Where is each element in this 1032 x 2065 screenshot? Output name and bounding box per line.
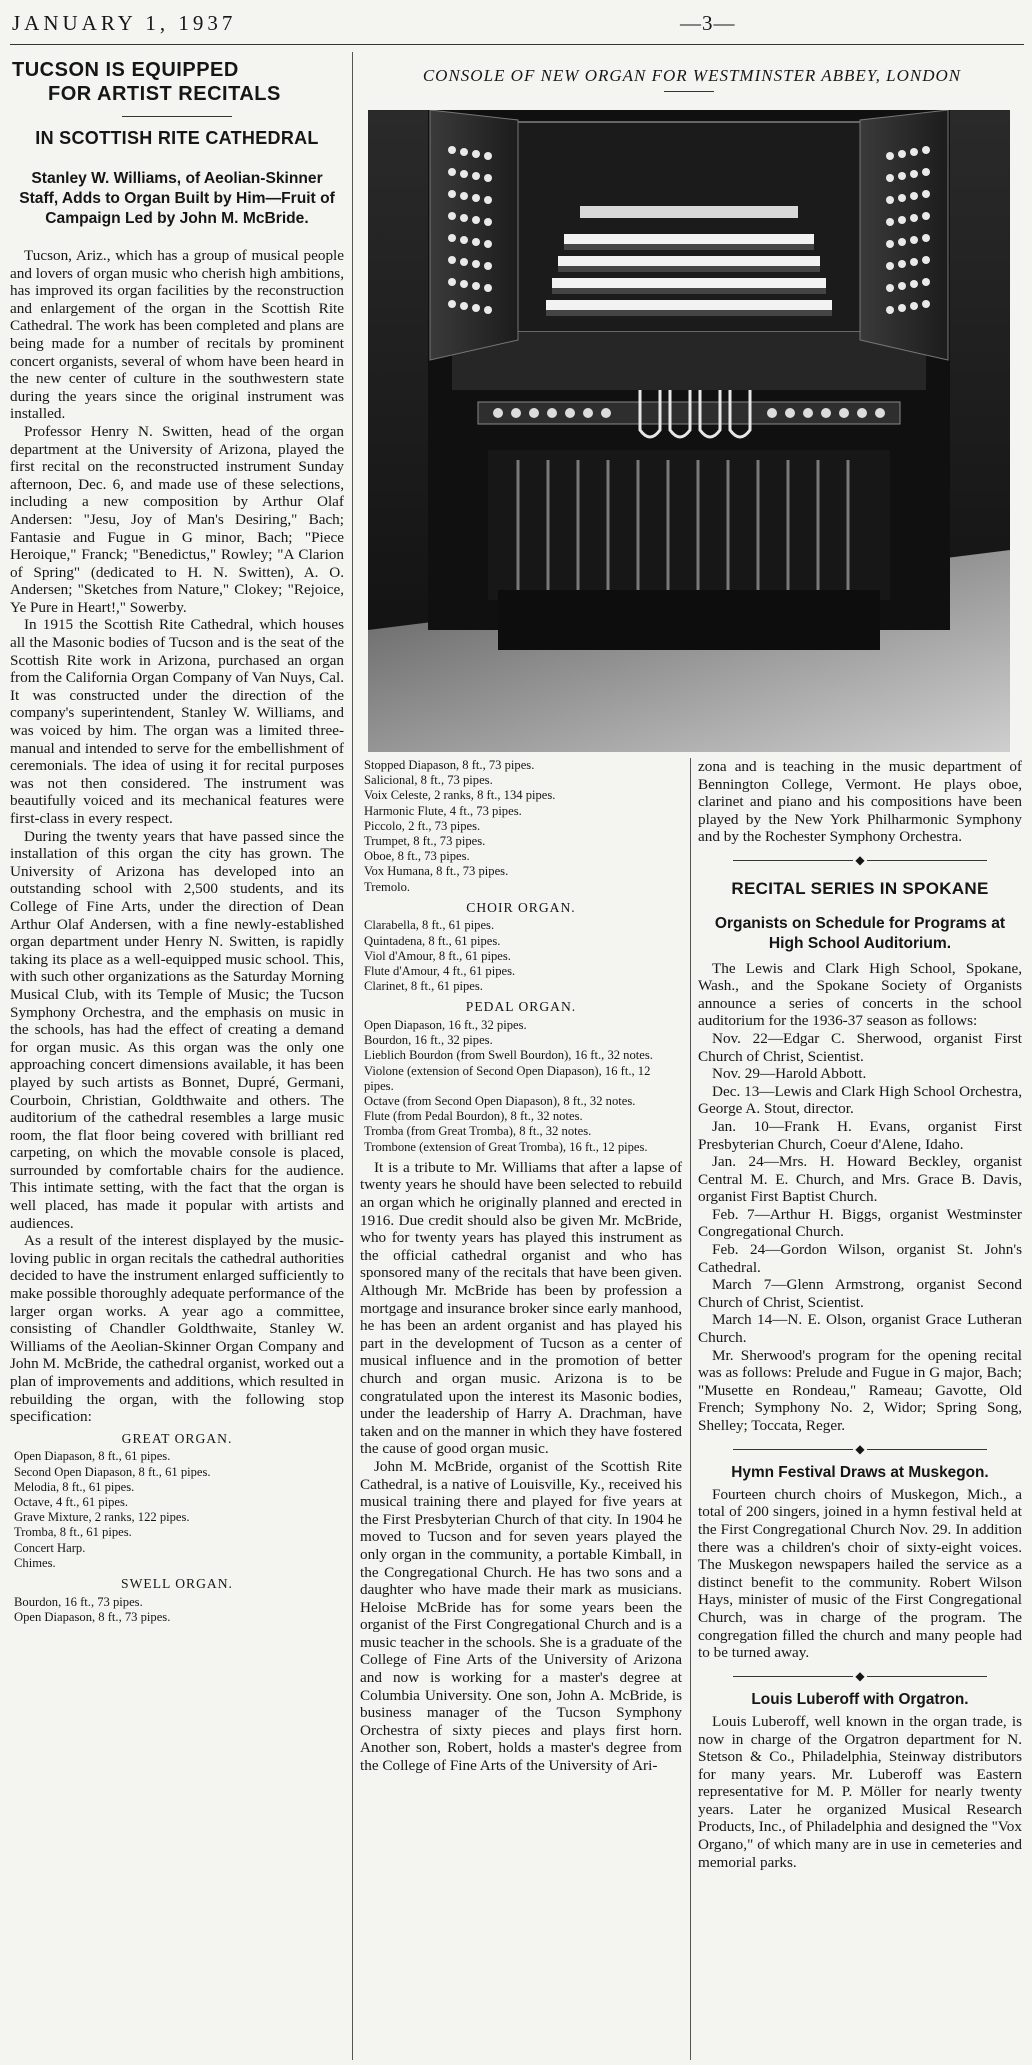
spec-line: Lieblich Bourdon (from Swell Bourdon), 16 ft., 32 notes. [364, 1048, 653, 1063]
caption-rule [664, 91, 714, 92]
muskegon-headline: Hymn Festival Draws at Muskegon. [731, 1464, 989, 1482]
spokane-paragraph: Jan. 24—Mrs. H. Howard Beckley, organist Central M. E. Church, and Mrs. Grace B. Davis, organist First Baptist Church. [698, 1153, 1022, 1206]
spec-line: Quintadena, 8 ft., 61 pipes. [364, 933, 501, 948]
spec-line: Flute d'Amour, 4 ft., 61 pipes. [364, 964, 516, 979]
column-3 [698, 758, 1022, 1871]
spec-list-choir [360, 918, 682, 994]
headline-divider [122, 116, 232, 117]
spec-line: Piccolo, 2 ft., 73 pipes. [364, 818, 481, 833]
spokane-paragraph: Feb. 7—Arthur H. Biggs, organist Westminster Congregational Church. [698, 1205, 1022, 1241]
luberoff-paragraph: Louis Luberoff, well known in the organ trade, is now in charge of the Orgatron department for N. Stetson & Co., Philadelphia, Steinway distributors for many years. Mr. Luberoff was Eastern representative for M. P. Möller for nearly twenty years. Later he organized Musical Research Products, Inc., of Philadelphia and designed the "Vox Organo," of which many are in use in cemeteries and memorial parks. [698, 1712, 1022, 1871]
spec-heading-great: GREAT ORGAN. [121, 1430, 233, 1446]
article-paragraph-continued: zona and is teaching in the music department of Bennington College, Vermont. He plays oboe, clarinet and piano and his compositions have been played by the New York Philharmonic Symphony and by the Rochester Symphony Orchestra. [698, 758, 1022, 846]
spec-list-pedal [360, 1018, 682, 1155]
spokane-headline: RECITAL SERIES IN SPOKANE [731, 878, 989, 898]
spec-line: Chimes. [14, 1555, 56, 1570]
article-paragraph: It is a tribute to Mr. Williams that after a lapse of twenty years he should have been selected to rebuild an organ which he originally planned and erected in 1916. Due credit should also be given Mr. McBride, who for twenty years has played this instrument as the official cathedral organist and who has sponsored many of the recitals that have been given. Although Mr. McBride has been by profession a mortgage and insurance broker since early manhood, he has been an ardent organist and has played his part in the development of Tucson as a center of musical influence and in the promotion of better church and organ music. Arizona is to be congratulated upon the interest its Masonic bodies, under the leadership of Harry A. Drachman, have taken and on the manner in which they have fostered the cause of good organ music. [360, 1158, 682, 1458]
page-number: —3— [680, 10, 736, 35]
spec-line: Clarinet, 8 ft., 61 pipes. [364, 979, 483, 994]
spec-line: Salicional, 8 ft., 73 pipes. [364, 773, 493, 788]
spec-list-great [10, 1449, 344, 1571]
spokane-paragraph: March 14—N. E. Olson, organist Grace Lutheran Church. [698, 1311, 1022, 1347]
spec-line: Grave Mixture, 2 ranks, 122 pipes. [14, 1510, 190, 1525]
spec-line: Tromba, 8 ft., 61 pipes. [14, 1525, 132, 1540]
spec-line: Vox Humana, 8 ft., 73 pipes. [364, 864, 509, 879]
masthead [12, 8, 1022, 38]
spec-line: Bourdon, 16 ft., 32 pipes. [364, 1033, 493, 1048]
spec-list-swell-part-2 [360, 758, 682, 895]
spec-line: Flute (from Pedal Bourdon), 8 ft., 32 notes. [364, 1109, 583, 1124]
spec-heading-pedal: PEDAL ORGAN. [465, 999, 577, 1015]
article-paragraph: In 1915 the Scottish Rite Cathedral, which houses all the Masonic bodies of Tucson and is the seat of the Scottish Rite work in Arizona, purchased an organ from the California Organ Company of Van Nuys, Cal. It was constructed under the direction of the company's superintendent, Stanley W. Williams, and was voiced by him. The organ was a limited three-manual and intended to serve for the embellishment of ceremonials. The idea of using it for recital purposes was not then considered. The instrument was beautifully voiced and its mechanical features were first-class in every respect. [10, 616, 344, 827]
spec-line: Concert Harp. [14, 1540, 86, 1555]
spec-line: Trombone (extension of Great Tromba), 16 ft., 12 pipes. [364, 1139, 648, 1154]
photo-caption: CONSOLE OF NEW ORGAN FOR WESTMINSTER ABBEY, LONDON [422, 66, 962, 85]
column-rule-2 [690, 758, 691, 2060]
spokane-deck: Organists on Schedule for Programs at High School Auditorium. [714, 914, 1006, 952]
spec-line: Oboe, 8 ft., 73 pipes. [364, 849, 470, 864]
article-subhead: IN SCOTTISH RITE CATHEDRAL [35, 128, 319, 148]
spokane-paragraph: March 7—Glenn Armstrong, organist Second Church of Christ, Scientist. [698, 1276, 1022, 1311]
spec-line: Trumpet, 8 ft., 73 pipes. [364, 834, 486, 849]
article-paragraph: Professor Henry N. Switten, head of the organ department at the University of Arizona, played the first recital on the reconstructed instrument Sunday afternoon, Dec. 6, and made use of these selections, including a new composition by Arthur Olaf Andersen: "Jesu, Joy of Man's Desiring," Bach; Fantasie and Fugue in G minor, Bach; "Piece Heroique," Franck; "Benedictus," Rowley; "A Clarion of Spring" (dedicated to H. N. Switten), A. O. Andersen; "Sketches from Nature," Clokey; "Rejoice, Ye Pure in Heart!," Sowerby. [10, 422, 344, 616]
organ-console-illustration [368, 110, 1010, 752]
spec-line: Octave (from Second Open Diapason), 8 ft., 32 notes. [364, 1094, 636, 1109]
spec-line: Voix Celeste, 2 ranks, 8 ft., 134 pipes. [364, 788, 556, 803]
muskegon-paragraph: Fourteen church choirs of Muskegon, Mich., a total of 200 singers, joined in a hymn festival held at the First Congregational Church Nov. 29. In addition there was a children's choir of sixty-eight voices. The Muskegon newspapers hailed the service as a distinct benefit to the community. Robert Wilson Hays, minister of music of the First Congregational Church, was in charge of the program. The congregation filled the church and many people had to be turned away. [698, 1485, 1022, 1662]
luberoff-headline: Louis Luberoff with Orgatron. [751, 1691, 969, 1709]
spec-heading-swell: SWELL ORGAN. [121, 1576, 233, 1591]
article-deck: Stanley W. Williams, of Aeolian-Skinner Staff, Adds to Organ Built by Him—Fruit of Campaign Led by John M. McBride. [19, 170, 335, 227]
spokane-paragraph: Feb. 24—Gordon Wilson, organist St. John's Cathedral. [698, 1241, 1022, 1276]
spec-line: Open Diapason, 8 ft., 61 pipes. [14, 1449, 171, 1464]
spec-heading-choir: CHOIR ORGAN. [466, 899, 576, 915]
spec-line: Stopped Diapason, 8 ft., 73 pipes. [364, 758, 535, 772]
spec-line: Second Open Diapason, 8 ft., 61 pipes. [14, 1464, 211, 1479]
spec-line: Open Diapason, 16 ft., 32 pipes. [364, 1018, 527, 1033]
spokane-paragraph: Nov. 22—Edgar C. Sherwood, organist First Church of Christ, Scientist. [698, 1029, 1022, 1065]
spec-list-swell-part-1 [10, 1595, 344, 1625]
section-ornament: ◆ [698, 1668, 1022, 1686]
column-1 [10, 58, 344, 1625]
spec-line: Octave, 4 ft., 61 pipes. [14, 1494, 129, 1509]
spec-line: Clarabella, 8 ft., 61 pipes. [364, 918, 495, 933]
spec-line: Melodia, 8 ft., 61 pipes. [14, 1479, 135, 1494]
spec-line: Harmonic Flute, 4 ft., 73 pipes. [364, 803, 522, 818]
article-headline-line-2: FOR ARTIST RECITALS [48, 83, 281, 105]
spokane-paragraph: The Lewis and Clark High School, Spokane, Wash., and the Spokane Society of Organists announce a series of concerts in the school auditorium for the 1936-37 season as follows: [698, 959, 1022, 1030]
article-paragraph: John M. McBride, organist of the Scottish Rite Cathedral, is a native of Louisville, Ky., received his musical training there and played for five years at the First Presbyterian Church of that city. In 1904 he moved to Tucson and for seven years played the only organ in the community, a portable Kimball, in the Congregational Church. He has two sons and a daughter who have made their mark as musicians. Heloise McBride has for some years been the organist of the First Congregational Church and is a music teacher in the schools. She is a graduate of the College of Fine Arts of the University of Arizona and now is working for a master's degree at Columbia University. One son, John A. McBride, is business manager of the Tucson Symphony Orchestra of sixty pieces and plays first horn. Another son, Robert, holds a master's degree from the College of Fine Arts of the University of Ari- [360, 1457, 682, 1775]
section-ornament: ◆ [698, 852, 1022, 870]
spec-line: Viol d'Amour, 8 ft., 61 pipes. [364, 948, 511, 963]
spokane-paragraph: Mr. Sherwood's program for the opening recital was as follows: Prelude and Fugue in G major, Bach; "Musette en Rondeau," Rameau; Gavotte, Old French; Symphony No. 2, Widor; Spring Song, Shelley; Toccata, Reger. [698, 1346, 1022, 1434]
spec-line: Violone (extension of Second Open Diapason), 16 ft., 12 pipes. [364, 1063, 651, 1093]
organ-console-photo [368, 110, 1010, 752]
spec-line: Open Diapason, 8 ft., 73 pipes. [14, 1609, 171, 1624]
column-rule-1 [352, 52, 353, 2060]
masthead-rule [10, 44, 1024, 45]
article-paragraph: As a result of the interest displayed by the music-loving public in organ recitals the cathedral authorities decided to have the instrument enlarged sufficiently to make possible thoroughly adequate performance of the larger organ works. A year ago a committee, consisting of Chandler Goldthwaite, Stanley W. Williams of the Aeolian-Skinner Organ Company and John M. McBride, the cathedral organist, worked out a plan of improvements and additions, which resulted in rebuilding the organ, with the following stop specification: [10, 1232, 345, 1426]
spec-line: Bourdon, 16 ft., 73 pipes. [14, 1594, 143, 1609]
spec-line: Tremolo. [364, 879, 411, 894]
spec-line: Tromba (from Great Tromba), 8 ft., 32 notes. [364, 1124, 592, 1139]
spokane-paragraph: Dec. 13—Lewis and Clark High School Orchestra, George A. Stout, director. [698, 1082, 1022, 1118]
article-paragraph: Tucson, Ariz., which has a group of musical people and lovers of organ music who cherish high ambitions, has improved its organ facilities by the reconstruction and enlargement of the organ in the Scottish Rite Cathedral. The work has been completed and plans are being made for a number of recitals by prominent concert organists, several of whom have been heard in the new center of culture in the southwestern state during the years since the original instrument was installed. [10, 247, 344, 423]
section-ornament: ◆ [698, 1441, 1022, 1459]
spokane-paragraph: Jan. 10—Frank H. Evans, organist First Presbyterian Church, Coeur d'Alene, Idaho. [698, 1117, 1022, 1153]
article-paragraph: During the twenty years that have passed since the installation of this organ the city has grown. The University of Arizona has developed into an outstanding school with 2,500 students, and its College of Fine Arts, under the direction of Dean Arthur Olaf Andersen, with a fine newly-established organ department under Henry N. Switten, is rapidly taking its place as a well-equipped music school. This, with such other organizations as the Saturday Morning Musical Club, with its Temple of Music; the Tucson Symphony Orchestra, and the emphasis on music in the schools, has had the effect of creating a demand for organ music. As this organ was the only one approaching concert dimensions available, it has been played by such artists as Bonnet, Dupré, Germani, Courboin, Christian, Goldthwaite and others. The auditorium of the cathedral resembles a large music room, the flat floor being covered with brilliant red carpeting, on which the movable console is placed, surrounded by comfortable chairs for the audience. This intimate setting, with the fact that the organ is well placed, has made it popular with artists and audiences. [10, 827, 344, 1232]
spokane-paragraph: Nov. 29—Harold Abbott. [712, 1065, 867, 1083]
article-headline-line-1: TUCSON IS EQUIPPED [12, 59, 239, 81]
column-2 [360, 758, 682, 1775]
issue-date: JANUARY 1, 1937 [12, 10, 237, 35]
